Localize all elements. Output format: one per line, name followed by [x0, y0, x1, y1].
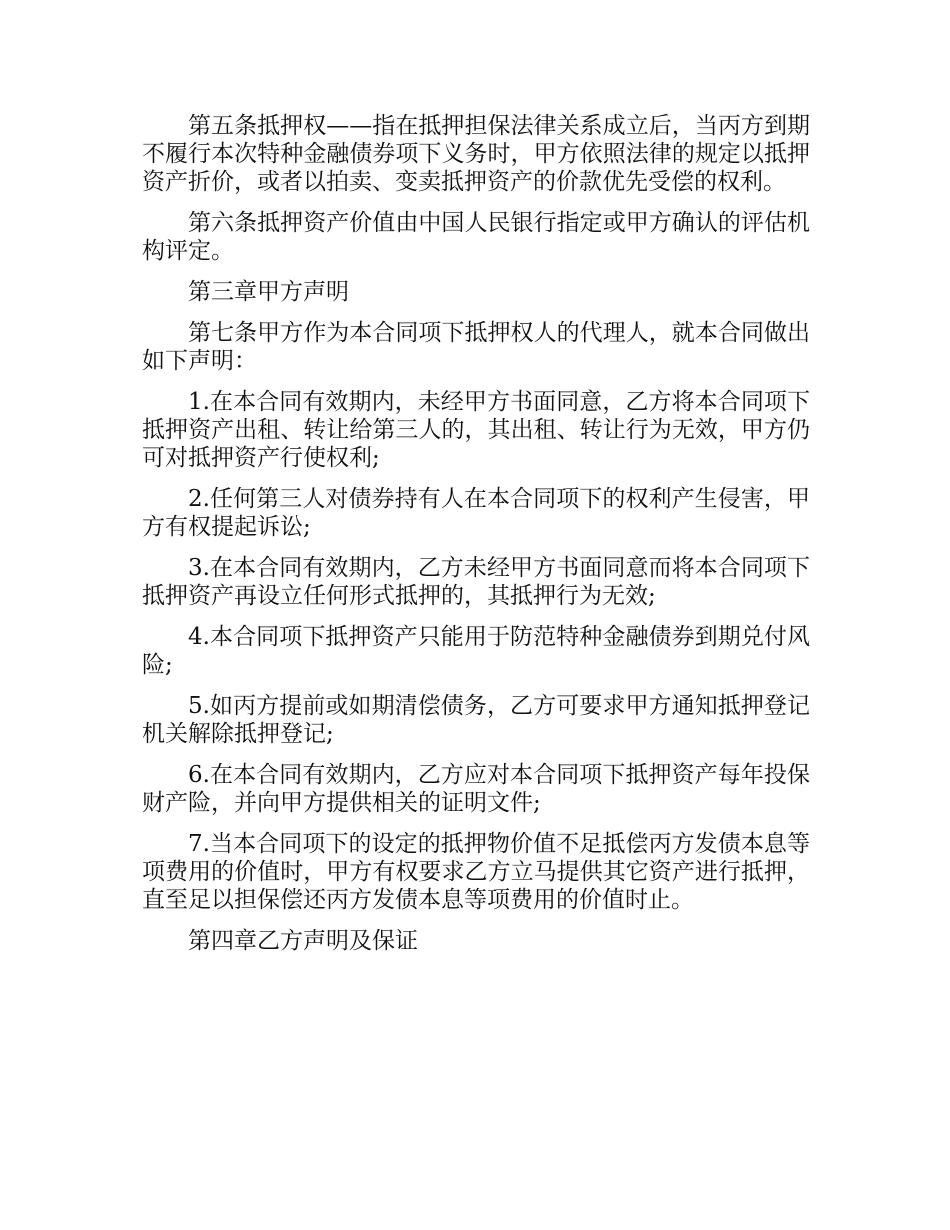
clause-3: 3.在本合同有效期内，乙方未经甲方书面同意而将本合同项下抵押资产再设立任何形式抵押的，其抵押行为无效;: [142, 555, 810, 609]
document-page: [142, 112, 810, 968]
article-6-asset-valuation: 第六条抵押资产价值由中国人民银行指定或甲方确认的评估机构评定。: [142, 210, 810, 264]
chapter-4-heading: 第四章乙方声明及保证: [188, 928, 418, 954]
article-7-statement: 第七条甲方作为本合同项下抵押权人的代理人，就本合同做出如下声明：: [142, 320, 810, 374]
clause-2: 2.任何第三人对债券持有人在本合同项下的权利产生侵害，甲方有权提起诉讼;: [142, 486, 810, 540]
clause-4: 4.本合同项下抵押资产只能用于防范特种金融债券到期兑付风险;: [142, 624, 810, 678]
clause-1: 1.在本合同有效期内，未经甲方书面同意，乙方将本合同项下抵押资产出租、转让给第三人的，其出租、转让行为无效，甲方仍可对抵押资产行使权利;: [142, 389, 810, 471]
article-5-mortgage-right: 第五条抵押权——指在抵押担保法律关系成立后，当丙方到期不履行本次特种金融债券项下义务时，甲方依照法律的规定以抵押资产折价，或者以拍卖、变卖抵押资产的价款优先受偿的权利。: [142, 113, 810, 195]
clause-6: 6.在本合同有效期内，乙方应对本合同项下抵押资产每年投保财产险，并向甲方提供相关的证明文件;: [142, 762, 810, 816]
chapter-3-heading: 第三章甲方声明: [188, 279, 349, 305]
clause-7: 7.当本合同项下的设定的抵押物价值不足抵偿丙方发债本息等项费用的价值时，甲方有权要求乙方立马提供其它资产进行抵押，直至足以担保偿还丙方发债本息等项费用的价值时止。: [142, 831, 810, 913]
clause-5: 5.如丙方提前或如期清偿债务，乙方可要求甲方通知抵押登记机关解除抵押登记;: [142, 693, 810, 747]
